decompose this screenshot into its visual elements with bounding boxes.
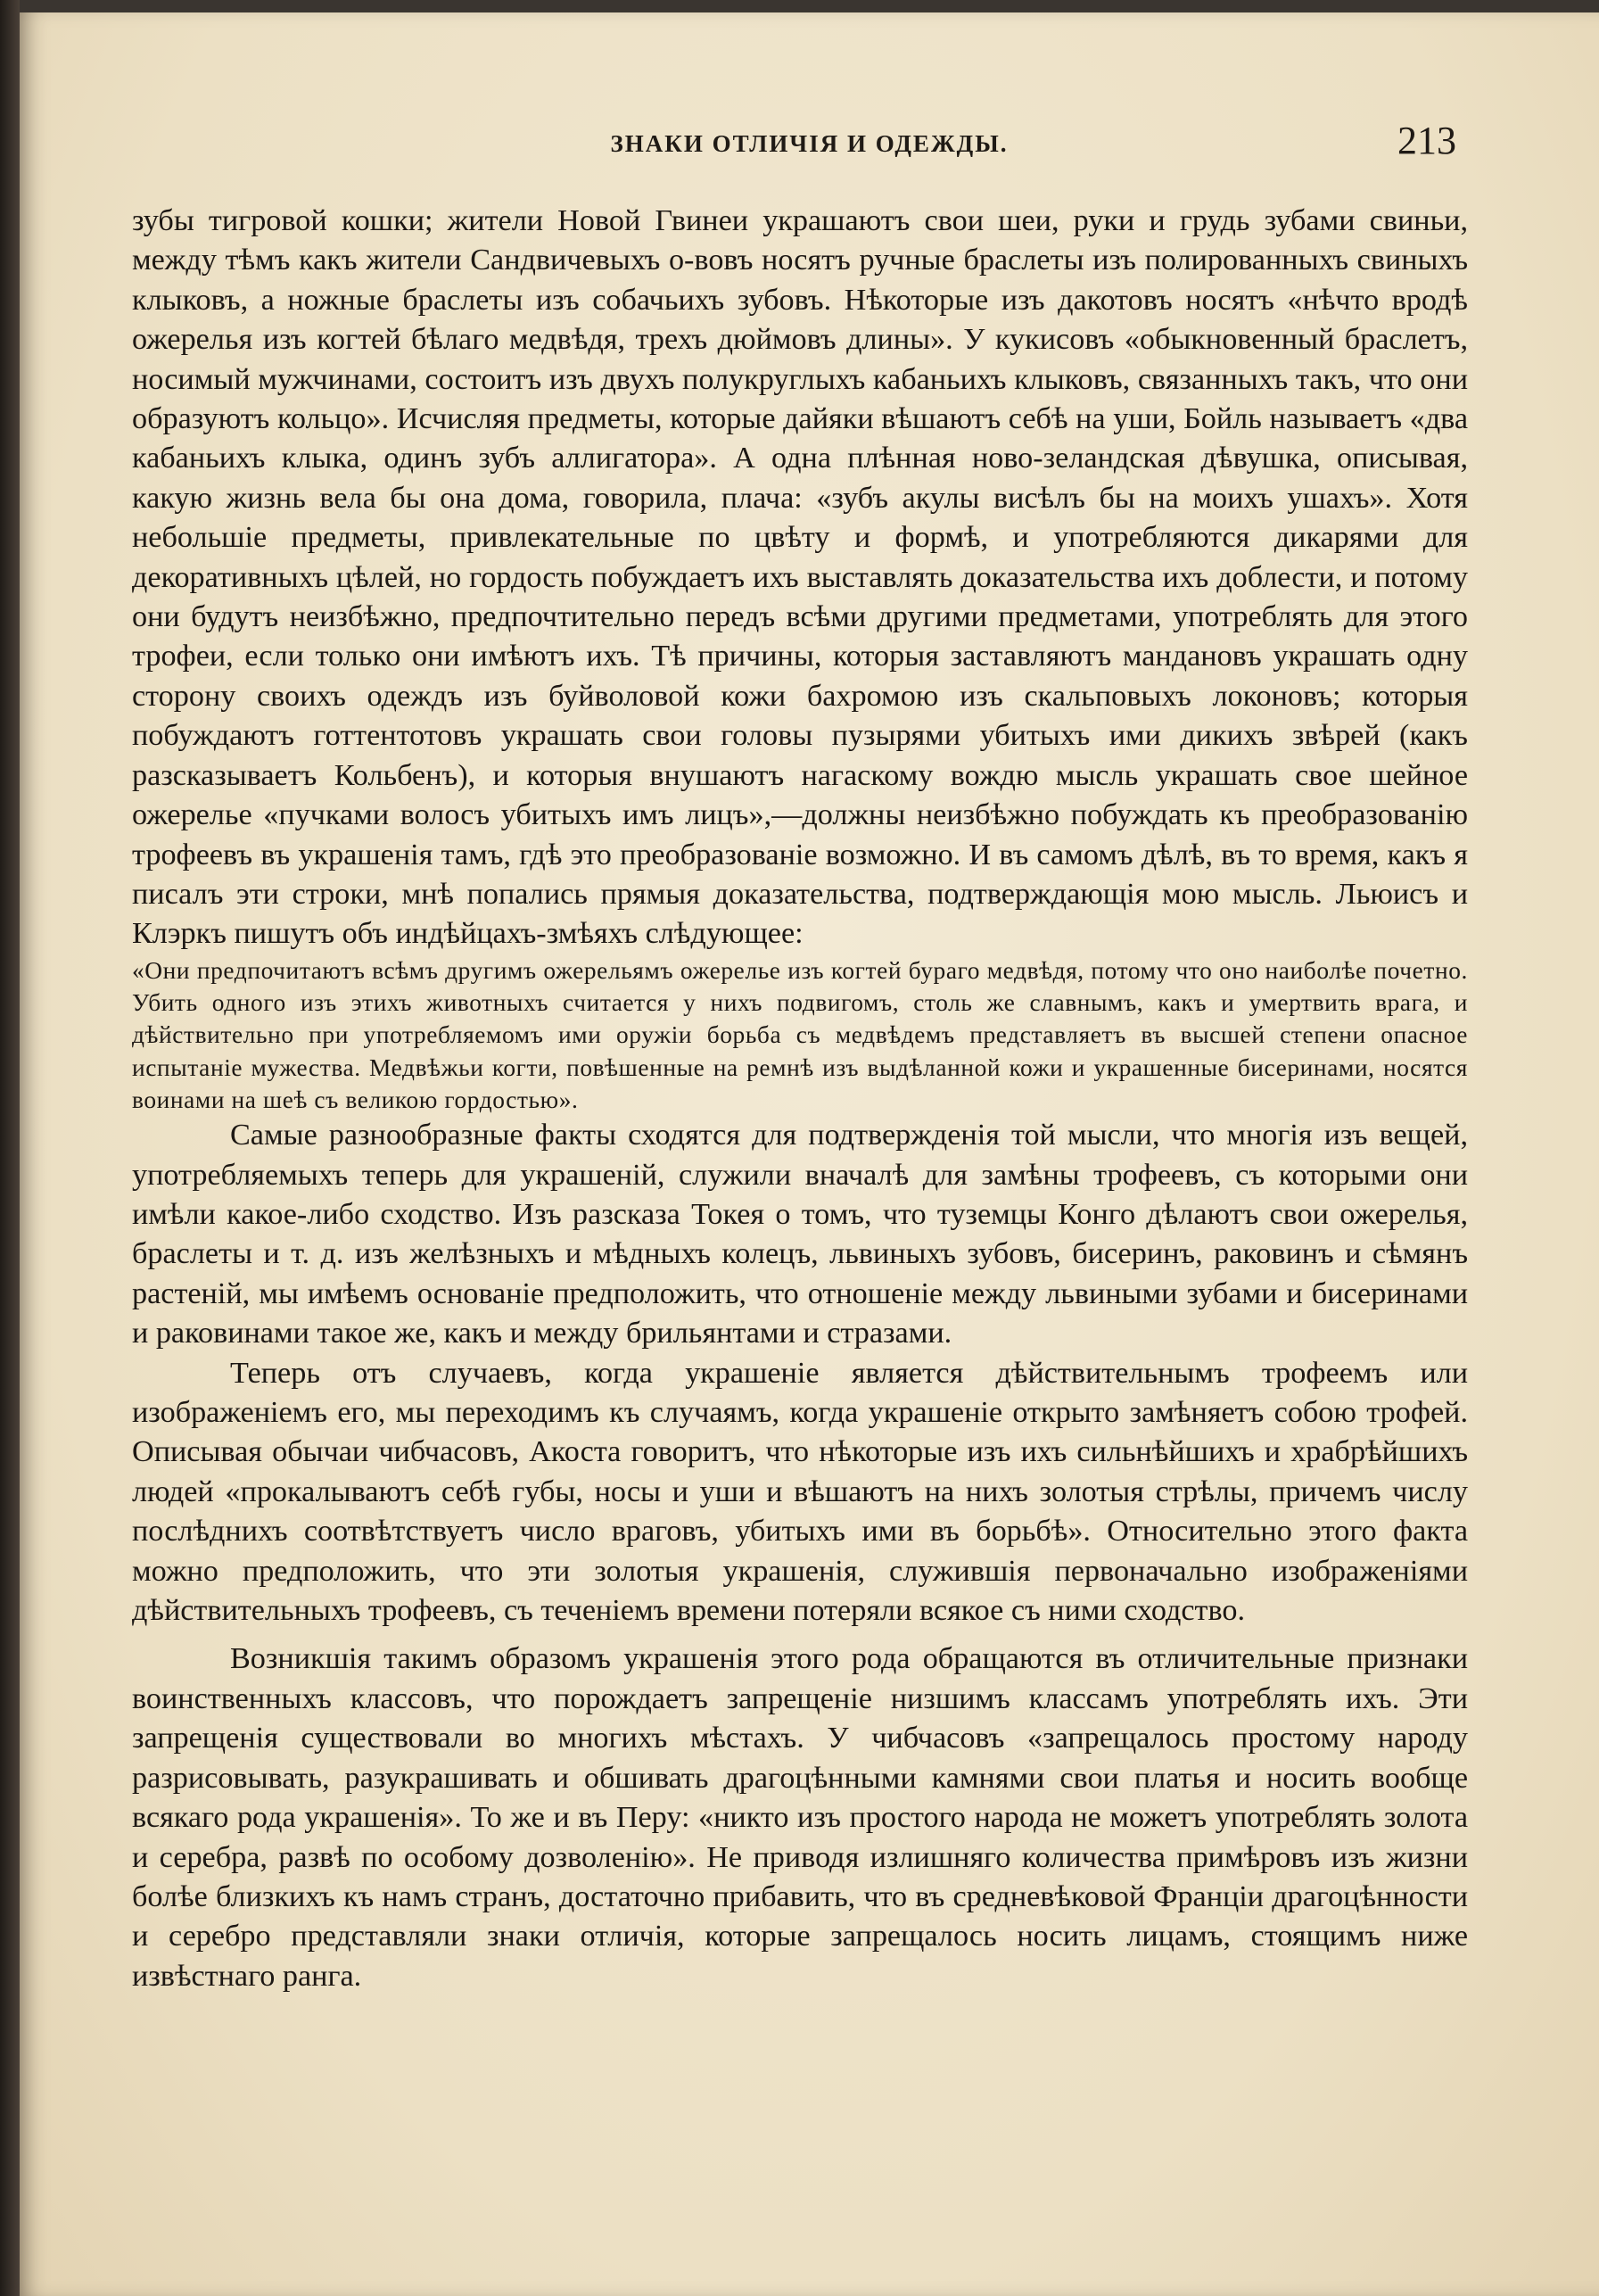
paragraph-2: Самые разнообразные факты сходятся для подтвержденія той мысли, что многія изъ вещей, употребляемыхъ теперь для украшеній, служили вначалѣ для замѣны трофеевъ, съ которыми они имѣли какое-либо сходство. Изъ разсказа Токея о томъ, что туземцы Конго дѣлаютъ свои ожерелья, браслеты и т. д. изъ желѣзныхъ и мѣдныхъ колецъ, львиныхъ зубовъ, бисеринъ, раковинъ и сѣмянъ растеній, мы имѣемъ основаніе предположить, что отношеніе между львиными зубами и бисеринами и раковинами такое же, какъ и между брильянтами и стразами. bbox=[132, 1119, 1468, 1350]
book-spine-edge bbox=[0, 0, 20, 2296]
page-number: 213 bbox=[1397, 119, 1456, 162]
paragraph-4: Возникшія такимъ образомъ украшенія этого рода обращаются въ отличительные признаки воинственныхъ классовъ, что порождаетъ запрещеніе низшимъ классамъ употреблять ихъ. Эти запрещенія существовали во многихъ мѣстахъ. У чибчасовъ «запрещалось простому народу разрисовывать, разукрашивать и обшивать драгоцѣнными камнями свои платья и носить вообще всякаго рода украшенія». То же и въ Перу: «никто изъ простого народа не можетъ употреблять золота и серебра, развѣ по особому дозволенію». Не приводя излишняго количества примѣровъ изъ жизни болѣе близкихъ къ намъ странъ, достаточно прибавить, что въ средневѣковой Франціи драгоцѣнности и серебро представляли знаки отличія, которые запрещалось носить лицамъ, стоящимъ ниже извѣстнаго ранга. bbox=[132, 1642, 1468, 1993]
book-page bbox=[20, 12, 1599, 2296]
page-header bbox=[20, 109, 1599, 162]
paragraph-3: Теперь отъ случаевъ, когда украшеніе является дѣйствительнымъ трофеемъ или изображеніемъ его, мы переходимъ къ случаямъ, когда украшеніе открыто замѣняетъ собою трофей. Описывая обычаи чибчасовъ, Акоста говоритъ, что нѣкоторые изъ ихъ сильнѣйшихъ и храбрѣйшихъ людей «прокалываютъ себѣ губы, носы и уши и вѣшаютъ на нихъ золотыя стрѣлы, причемъ числу послѣднихъ соотвѣтствуетъ число враговъ, убитыхъ ими въ борьбѣ». Относительно этого факта можно предположить, что эти золотыя украшенія, служившія первоначально изображеніями дѣйствительныхъ трофеевъ, съ теченіемъ времени потеряли всякое съ ними сходство. bbox=[132, 1356, 1468, 1628]
page-body bbox=[132, 202, 1468, 1996]
block-quote: «Они предпочитаютъ всѣмъ другимъ ожерельямъ ожерелье изъ когтей бураго медвѣдя, потому что оно наиболѣе почетно. Убить одного изъ этихъ животныхъ считается у нихъ подвигомъ, столь же славнымъ, какъ и умертвить врага, и дѣйствительно при употребляемомъ ими оружіи борьба съ медвѣдемъ представляетъ въ высшей степени опасное испытаніе мужества. Медвѣжьи когти, повѣшенные на ремнѣ изъ выдѣланной кожи и украшенные бисеринами, носятся воинами на шеѣ съ великою гордостью». bbox=[132, 956, 1468, 1113]
running-head: ЗНАКИ ОТЛИЧІЯ И ОДЕЖДЫ. bbox=[610, 130, 1009, 157]
paragraph-1: зубы тигровой кошки; жители Новой Гвинеи украшаютъ свои шеи, руки и грудь зубами свиньи, между тѣмъ какъ жители Сандвичевыхъ о-вовъ носятъ ручные браслеты изъ полированныхъ свиныхъ клыковъ, а ножные браслеты изъ собачьихъ зубовъ. Нѣкоторые изъ дакотовъ носятъ «нѣчто вродѣ ожерелья изъ когтей бѣлаго медвѣдя, трехъ дюймовъ длины». У кукисовъ «обыкновенный браслетъ, носимый мужчинами, состоитъ изъ двухъ полукруглыхъ кабаньихъ клыковъ, связанныхъ такъ, что они образуютъ кольцо». Исчисляя предметы, которые дайяки вѣшаютъ себѣ на уши, Бойль называетъ «два кабаньихъ клыка, одинъ зубъ аллигатора». А одна плѣнная ново-зеландская дѣвушка, описывая, какую жизнь вела бы она дома, говорила, плача: «зубъ акулы висѣлъ бы на моихъ ушахъ». Хотя небольшіе предметы, привлекательные по цвѣту и формѣ, и употребляются дикарями для декоративныхъ цѣлей, но гордость побуждаетъ ихъ выставлять доказательства ихъ доблести, и потому они будутъ неизбѣжно, предпочтительно передъ всѣми другими предметами, употреблять для этого трофеи, если только они имѣютъ ихъ. Тѣ причины, которыя заставляютъ манданoвъ украшать одну сторону своихъ одеждъ изъ буйволовой кожи бахромою изъ скальповыхъ локоновъ; которыя побуждаютъ готтентотовъ украшать свои головы пузырями убитыхъ ими дикихъ звѣрей (какъ разсказываетъ Кольбенъ), и которыя внушаютъ нагаскому вождю мысль украшать свое шейное ожерелье «пучками волосъ убитыхъ имъ лицъ»,—должны неизбѣжно побуждать къ преобразованію трофеевъ въ украшенія тамъ, гдѣ это преобразованіе возможно. И въ самомъ дѣлѣ, въ то время, какъ я писалъ эти строки, мнѣ попались прямыя доказательства, подтверждающія мою мысль. Льюисъ и Клэркъ пишутъ объ индѣйцахъ-змѣяхъ слѣдующее: bbox=[132, 204, 1468, 951]
